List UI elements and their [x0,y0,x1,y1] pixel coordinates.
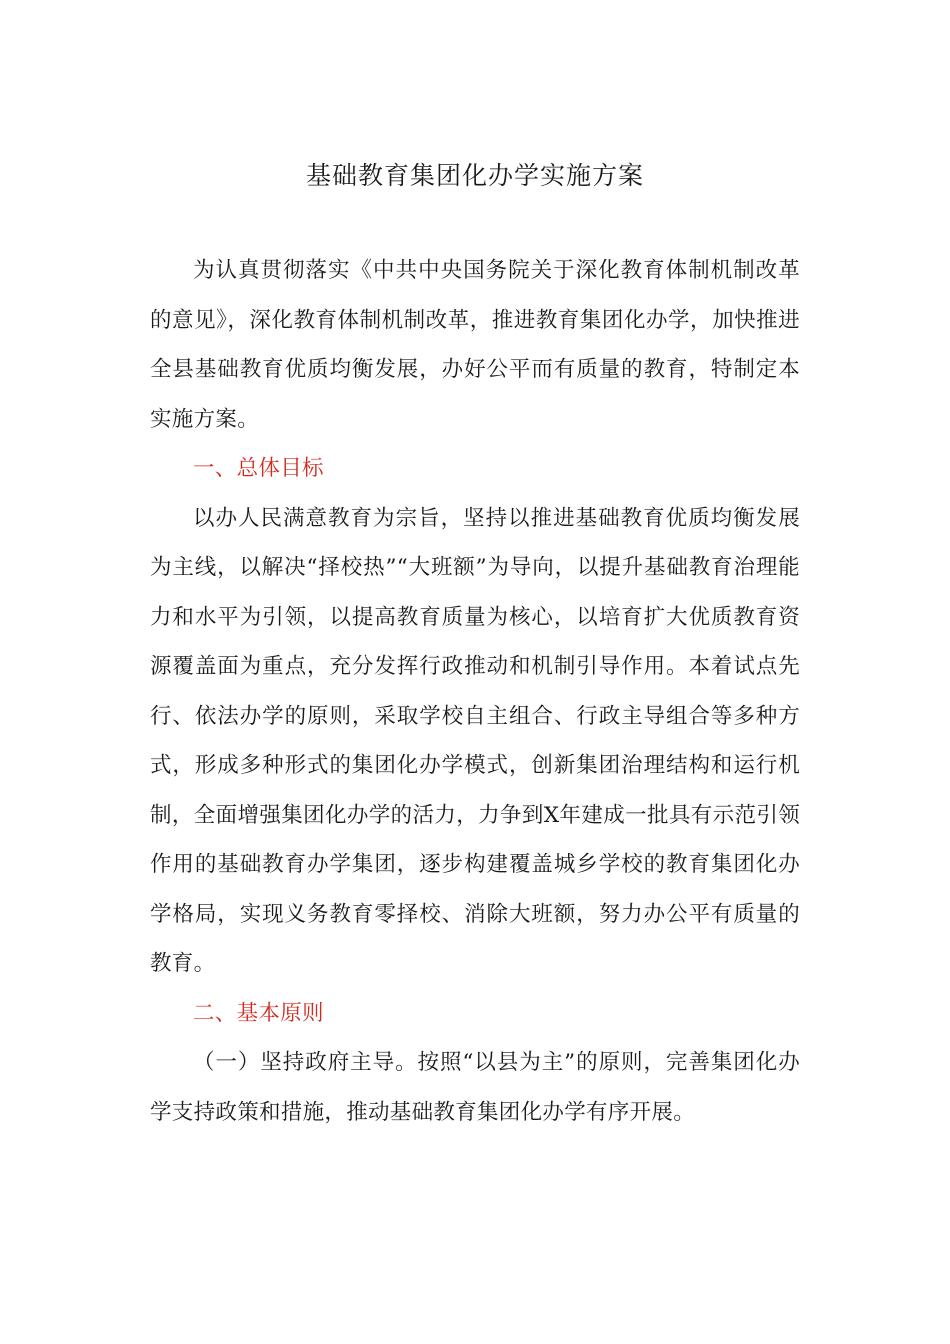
section-paragraph-overall-goals: 以办人民满意教育为宗旨，坚持以推进基础教育优质均衡发展为主线，以解决“择校热”“大班额”为导向，以提升基础教育治理能力和水平为引领，以提高教育质量为核心，以培育扩大优质教育资源覆盖面为重点，充分发挥行政推动和机制引导作用。本着试点先行、依法办学的原则，采取学校自主组合、行政主导组合等多种方式，形成多种形式的集团化办学模式，创新集团治理结构和运行机制，全面增强集团化办学的活力，力争到X年建成一批具有示范引领作用的基础教育办学集团，逐步构建覆盖城乡学校的教育集团化办学格局，实现义务教育零择校、消除大班额，努力办公平有质量的教育。 [150,505,800,976]
intro-paragraph: 为认真贯彻落实《中共中央国务院关于深化教育体制机制改革的意见》，深化教育体制机制改革，推进教育集团化办学，加快推进全县基础教育优质均衡发展，办好公平而有质量的教育，特制定本实施方案。 [150,258,800,432]
section-heading-basic-principles: 二、基本原则 [193,1000,324,1026]
section-heading-overall-goals: 一、总体目标 [193,456,324,481]
document-body [150,246,800,1137]
document-title: 基础教育集团化办学实施方案 [305,161,644,190]
section-paragraph-basic-principles: （一）坚持政府主导。按照“以县为主”的原则，完善集团化办学支持政策和措施，推动基础教育集团化办学有序开展。 [150,1050,800,1125]
